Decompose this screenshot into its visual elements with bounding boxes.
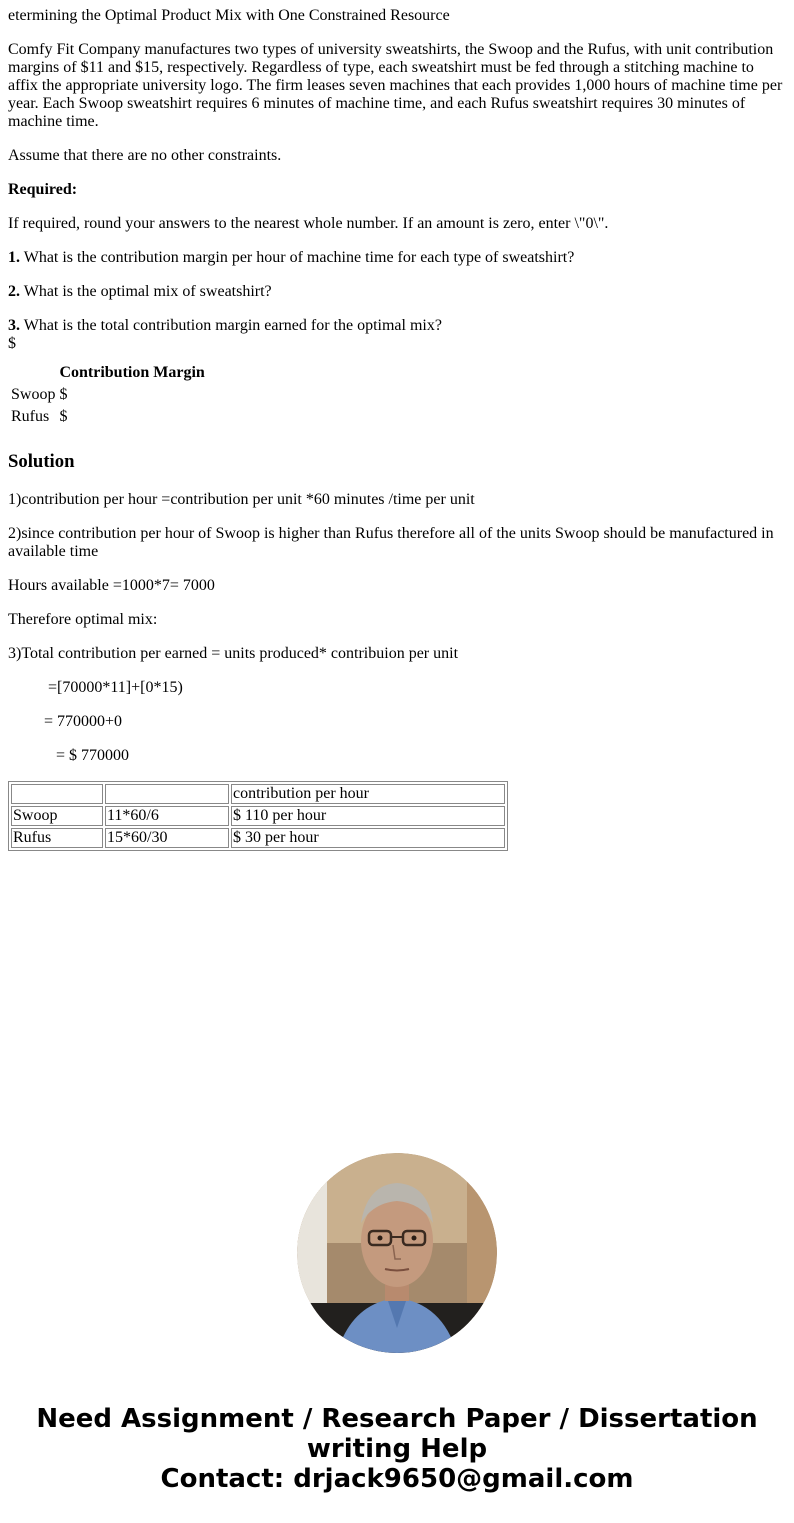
problem-title: etermining the Optimal Product Mix with One Constrained Resource: [8, 7, 450, 24]
contribution-margin-header: Contribution Margin: [59, 364, 205, 381]
header-cell-empty-2: [105, 784, 229, 804]
ad-contact-line: Contact: drjack9650@gmail.com: [160, 1464, 634, 1494]
header-cell-empty-1: [11, 784, 103, 804]
ad-line-1: Need Assignment / Research Paper / Dissertation: [36, 1404, 758, 1434]
tutor-ad: [0, 1153, 794, 1353]
question-3-number: 3.: [8, 317, 20, 334]
table-row: [10, 385, 206, 405]
required-label: [8, 181, 786, 199]
cell-swoop-formula: 11*60/6: [105, 806, 229, 826]
contribution-margin-table: [8, 361, 208, 429]
table-header-row: [11, 784, 505, 804]
solution-heading: Solution: [8, 451, 75, 472]
row-label-rufus: Rufus: [11, 408, 50, 425]
contribution-per-hour-table: [8, 781, 508, 851]
required-label-text: Required:: [8, 181, 78, 198]
question-3-text: What is the total contribution margin earned for the optimal mix?: [20, 317, 442, 334]
row-label-swoop: Swoop: [11, 386, 56, 403]
solution-step-3: 3)Total contribution per earned = units produced* contribuion per unit: [8, 645, 459, 662]
solution-step-2: 2)since contribution per hour of Swoop is higher than Rufus therefore all of the units Swoop should be manufactured in available time: [8, 525, 774, 560]
table-row: [10, 407, 206, 427]
cell-swoop-label: Swoop: [11, 806, 103, 826]
cell-swoop-result: $ 110 per hour: [231, 806, 505, 826]
answer-swoop-dollar: $: [59, 386, 68, 403]
solution-step-1: 1)contribution per hour =contribution per unit *60 minutes /time per unit: [8, 491, 475, 508]
calc-line-2: = 770000+0: [44, 713, 123, 730]
answer-rufus-dollar: $: [59, 408, 68, 425]
question-1-number: 1.: [8, 249, 20, 266]
table-row: [11, 806, 505, 826]
optimal-mix: Therefore optimal mix:: [8, 611, 158, 628]
document-body: [8, 7, 786, 851]
cell-rufus-result: $ 30 per hour: [231, 828, 505, 848]
ad-text-block: [0, 1404, 794, 1494]
calc-line-1: =[70000*11]+[0*15): [48, 679, 183, 696]
question-2-text: What is the optimal mix of sweatshirt?: [20, 283, 272, 300]
question-2-number: 2.: [8, 283, 20, 300]
cell-rufus-label: Rufus: [11, 828, 103, 848]
tutor-avatar: [297, 1153, 497, 1353]
header-contribution-per-hour: contribution per hour: [231, 784, 505, 804]
cell-rufus-formula: 15*60/30: [105, 828, 229, 848]
question-1: [8, 249, 786, 267]
answer-3-dollar: $: [8, 335, 16, 352]
table-header-row: [10, 363, 206, 383]
question-2: [8, 283, 786, 301]
problem-description: Comfy Fit Company manufactures two types of university sweatshirts, the Swoop and the Rufus, with unit contribution margins of $11 and $15, respectively. Regardless of type, each sweatshirt must be fed through a stitching machine to affix the appropriate university logo. The firm leases seven machines that each provides 1,000 hours of machine time per year. Each Swoop sweatshirt requires 6 minutes of machine time, and each Rufus sweatshirt requires 30 minutes of machine time.: [8, 41, 783, 130]
question-3: [8, 317, 786, 335]
hours-available: Hours available =1000*7= 7000: [8, 577, 215, 594]
rounding-note: If required, round your answers to the nearest whole number. If an amount is zero, enter \"0\".: [8, 215, 609, 232]
table-row: [11, 828, 505, 848]
assumption-text: Assume that there are no other constraints.: [8, 147, 282, 164]
question-1-text: What is the contribution margin per hour of machine time for each type of sweatshirt?: [20, 249, 575, 266]
ad-line-2: writing Help: [306, 1434, 488, 1464]
calc-line-3: = $ 770000: [56, 747, 130, 764]
